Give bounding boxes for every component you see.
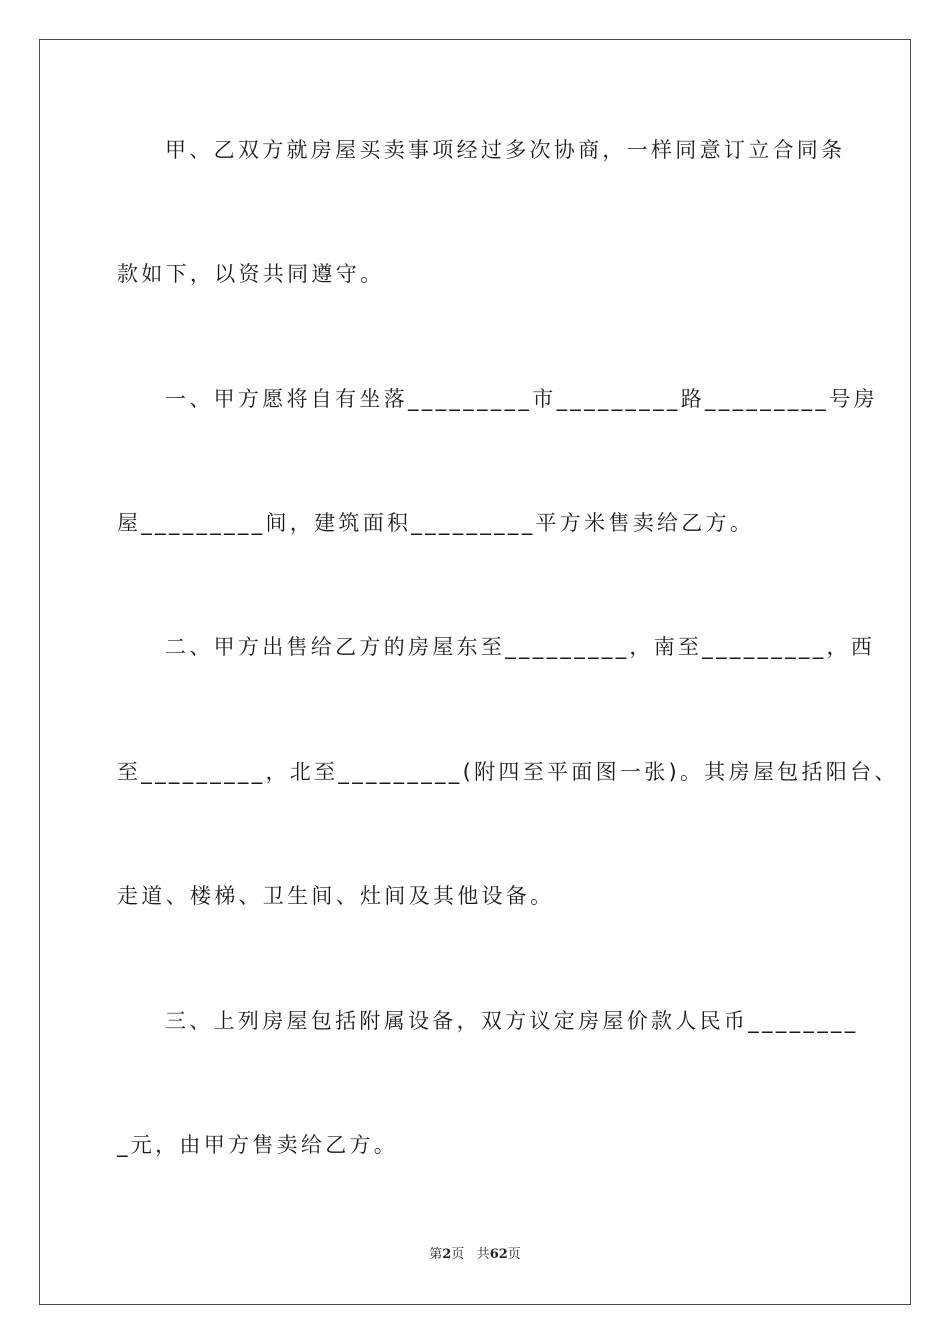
page-number: 2 (442, 1247, 452, 1262)
page-prefix: 第 (429, 1247, 443, 1262)
clause-two-line: 走道、楼梯、卫生间、灶间及其他设备。 (117, 884, 555, 908)
clause-two-line: 至_________，北至_________(附四至平面图一张)。其房屋包括阳台、 (117, 760, 899, 784)
total-pages: 62 (489, 1247, 508, 1262)
clause-one-line: 屋_________间，建筑面积_________平方米售卖给乙方。 (117, 511, 755, 535)
total-suffix: 页 (507, 1247, 521, 1262)
page-footer (0, 1243, 950, 1262)
paragraph-line: 款如下，以资共同遵守。 (117, 262, 385, 286)
paragraph-line: 甲、乙双方就房屋买卖事项经过多次协商，一样同意订立合同条 (165, 138, 846, 162)
total-prefix: 共 (476, 1247, 490, 1262)
clause-one-line: 一、甲方愿将自有坐落_________市_________路_________号房 (165, 387, 878, 411)
clause-three-line: _元，由甲方售卖给乙方。 (117, 1133, 399, 1157)
page-frame (39, 39, 911, 1305)
clause-three-line: 三、上列房屋包括附属设备，双方议定房屋价款人民币________ (165, 1009, 859, 1033)
page-suffix: 页 (451, 1247, 465, 1262)
clause-two-line: 二、甲方出售给乙方的房屋东至_________，南至_________，西 (165, 635, 876, 659)
